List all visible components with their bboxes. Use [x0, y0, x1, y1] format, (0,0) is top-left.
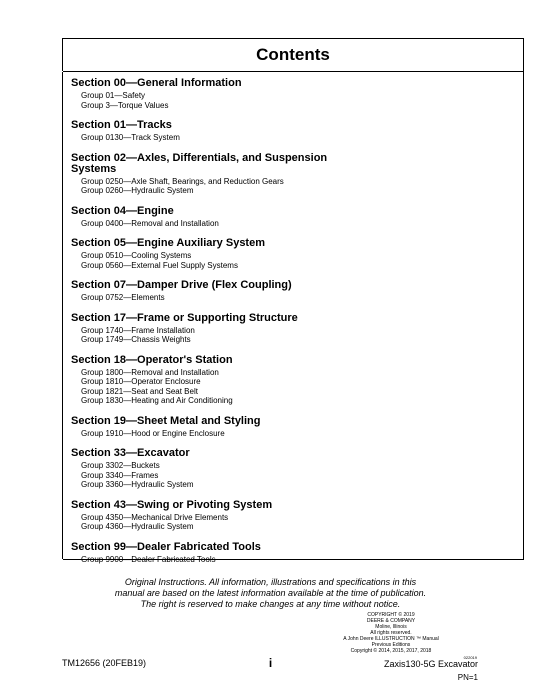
group-entry[interactable]: Group 4350—Mechanical Drive Elements: [81, 512, 229, 522]
section-title[interactable]: Section 33—Excavator: [71, 447, 190, 459]
group-entry[interactable]: Group 3360—Hydraulic System: [81, 480, 194, 489]
group-entry[interactable]: Group 1910—Hood or Engine Enclosure: [81, 428, 225, 438]
toc-section: [71, 153, 371, 196]
pn-label: PN=1: [457, 673, 478, 682]
toc-section: [71, 313, 371, 345]
table-of-contents: [71, 78, 371, 574]
document-id: TM12656 (20FEB19): [62, 658, 147, 668]
toc-section: [71, 206, 371, 229]
copyright-block: COPYRIGHT © 2019 DEERE & COMPANY Moline, Illinois All rights reserved. A John Deere ILLUSTRUCTION ™ Manual Previous Editions Copyright © 2014, 2015, 2017, 2018: [343, 612, 439, 654]
top-rule: [62, 38, 524, 39]
section-title[interactable]: Section 17—Frame or Supporting Structure: [71, 311, 298, 324]
group-entry[interactable]: Group 9900—Dealer Fabricated Tools: [81, 554, 216, 564]
group-entry[interactable]: Group 0752—Elements: [81, 293, 165, 302]
group-entry[interactable]: Group 01—Safety: [81, 91, 146, 100]
group-entry[interactable]: Group 0260—Hydraulic System: [81, 186, 194, 195]
group-entry[interactable]: Group 1821—Seat and Seat Belt: [81, 386, 198, 396]
toc-section: [71, 448, 371, 490]
group-entry[interactable]: Group 4360—Hydraulic System: [81, 522, 194, 531]
group-entry[interactable]: Group 0130—Track System: [81, 133, 180, 142]
toc-section: [71, 355, 371, 406]
page-title: Contents: [256, 45, 330, 64]
original-instructions-note: Original Instructions. All information, illustrations and specifications in this manual are based on the latest information available at the time of publication. The right is reserved to make changes at any time without notice.: [114, 577, 427, 609]
group-entry[interactable]: Group 1800—Removal and Installation: [81, 367, 219, 377]
toc-section: [71, 542, 371, 565]
group-entry[interactable]: Group 1830—Heating and Air Conditioning: [81, 396, 233, 405]
group-entry[interactable]: Group 1749—Chassis Weights: [81, 335, 191, 344]
group-entry[interactable]: Group 1810—Operator Enclosure: [81, 377, 201, 386]
date-code: 022019: [463, 655, 477, 660]
section-title[interactable]: Section 00—General Information: [71, 77, 242, 89]
section-title[interactable]: Section 05—Engine Auxiliary System: [71, 237, 265, 249]
model-name: Zaxis130-5G Excavator: [383, 659, 478, 669]
section-title[interactable]: Section 99—Dealer Fabricated Tools: [71, 540, 261, 553]
section-title[interactable]: Section 19—Sheet Metal and Styling: [71, 414, 261, 427]
group-entry[interactable]: Group 3340—Frames: [81, 470, 159, 480]
group-entry[interactable]: Group 0510—Cooling Systems: [81, 251, 192, 260]
group-entry[interactable]: Group 0560—External Fuel Supply Systems: [81, 260, 238, 270]
group-entry[interactable]: Group 3302—Buckets: [81, 461, 160, 470]
group-entry[interactable]: Group 0250—Axle Shaft, Bearings, and Reduction Gears: [81, 176, 284, 186]
group-entry[interactable]: Group 0400—Removal and Installation: [81, 218, 219, 228]
toc-section: [71, 78, 371, 110]
toc-section: [71, 120, 371, 143]
section-title[interactable]: Section 07—Damper Drive (Flex Coupling): [71, 279, 292, 291]
section-title[interactable]: Section 01—Tracks: [71, 119, 172, 131]
toc-section: [71, 280, 371, 303]
section-title[interactable]: Section 04—Engine: [71, 204, 174, 217]
section-title[interactable]: Section 43—Swing or Pivoting System: [71, 498, 273, 511]
toc-section: [71, 500, 371, 532]
group-entry[interactable]: Group 1740—Frame Installation: [81, 325, 195, 335]
group-entry[interactable]: Group 3—Torque Values: [81, 100, 169, 110]
section-title[interactable]: Section 02—Axles, Differentials, and Suspension Systems: [71, 151, 328, 175]
toc-section: [71, 238, 371, 270]
toc-section: [71, 416, 371, 439]
page-number: i: [268, 656, 273, 670]
section-title[interactable]: Section 18—Operator's Station: [71, 353, 233, 366]
